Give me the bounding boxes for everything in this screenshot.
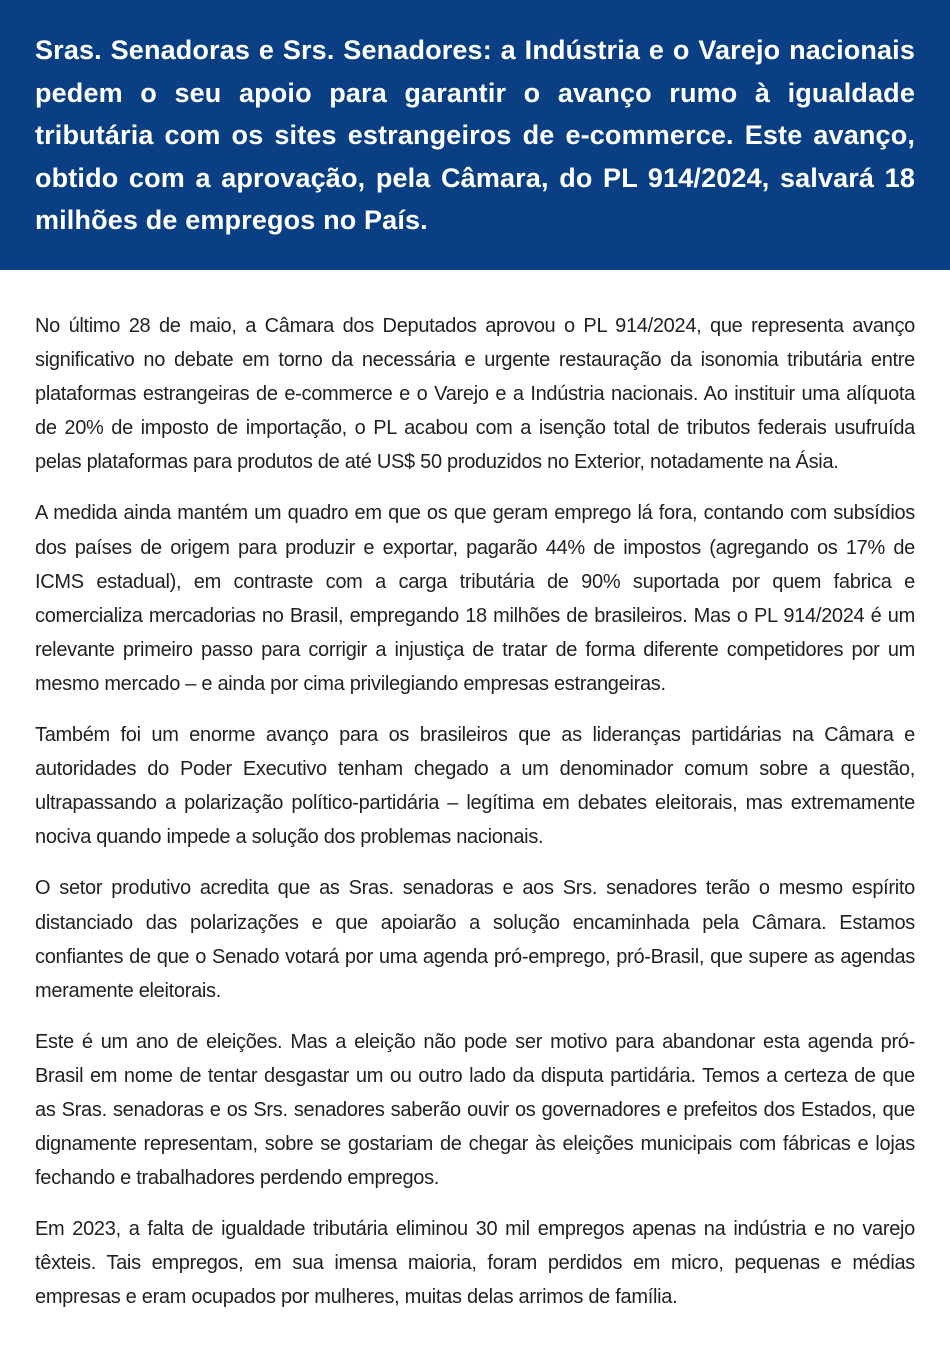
body-paragraph-4: O setor produtivo acredita que as Sras. senadoras e aos Srs. senadores terão o mesmo espírito distanciado das polarizações e que apoiarão a solução encaminhada pela Câmara. Estamos confiantes de que o Senado votará por uma agenda pró-emprego, pró-Brasil, que supere as agendas meramente eleitorais. — [35, 877, 915, 1002]
body-paragraph-2: A medida ainda mantém um quadro em que os que geram emprego lá fora, contando com subsídios dos países de origem para produzir e exportar, pagarão 44% de impostos (agregando os 17% de ICMS estadual), em contraste com a carga tributária de 90% suportada por quem fabrica e comercializa mercadorias no Brasil, empregando 18 milhões de brasileiros. Mas o PL 914/2024 é um relevante primeiro passo para corrigir a injustiça de tratar de forma diferente competidores por um mesmo mercado – e ainda por cima privilegiando empresas estrangeiras. — [35, 502, 915, 695]
body-paragraph-3: Também foi um enorme avanço para os brasileiros que as lideranças partidárias na Câmara e autoridades do Poder Executivo tenham chegado a um denominador comum sobre a questão, ultrapassando a polarização político-partidária – legítima em debates eleitorais, mas extremamente nociva quando impede a solução dos problemas nacionais. — [35, 724, 915, 849]
headline-text: Sras. Senadoras e Srs. Senadores: a Indústria e o Varejo nacionais pedem o seu apoio para garantir o avanço rumo à igualdade tributária com os sites estrangeiros de e-commerce. Este avanço, obtido com a aprovação, pela Câmara, do PL 914/2024, salvará 18 milhões de empregos no País. — [35, 35, 915, 235]
body-paragraph-1: No último 28 de maio, a Câmara dos Deputados aprovou o PL 914/2024, que representa avanço significativo no debate em torno da necessária e urgente restauração da isonomia tributária entre plataformas estrangeiras de e-commerce e o Varejo e a Indústria nacionais. Ao instituir uma alíquota de 20% de imposto de importação, o PL acabou com a isenção total de tributos federais usufruída pelas plataformas para produtos de até US$ 50 produzidos no Exterior, notadamente na Ásia. — [35, 315, 915, 474]
article-body — [35, 309, 915, 1332]
headline-banner — [0, 0, 950, 270]
body-paragraph-6: Em 2023, a falta de igualdade tributária eliminou 30 mil empregos apenas na indústria e no varejo têxteis. Tais empregos, em sua imensa maioria, foram perdidos em micro, pequenas e médias empresas e eram ocupados por mulheres, muitas delas arrimos de família. — [35, 1218, 915, 1309]
body-paragraph-5: Este é um ano de eleições. Mas a eleição não pode ser motivo para abandonar esta agenda pró-Brasil em nome de tentar desgastar um ou outro lado da disputa partidária. Temos a certeza de que as Sras. senadoras e os Srs. senadores saberão ouvir os governadores e prefeitos dos Estados, que dignamente representam, sobre se gostariam de chegar às eleições municipais com fábricas e lojas fechando e trabalhadores perdendo empregos. — [35, 1030, 915, 1190]
